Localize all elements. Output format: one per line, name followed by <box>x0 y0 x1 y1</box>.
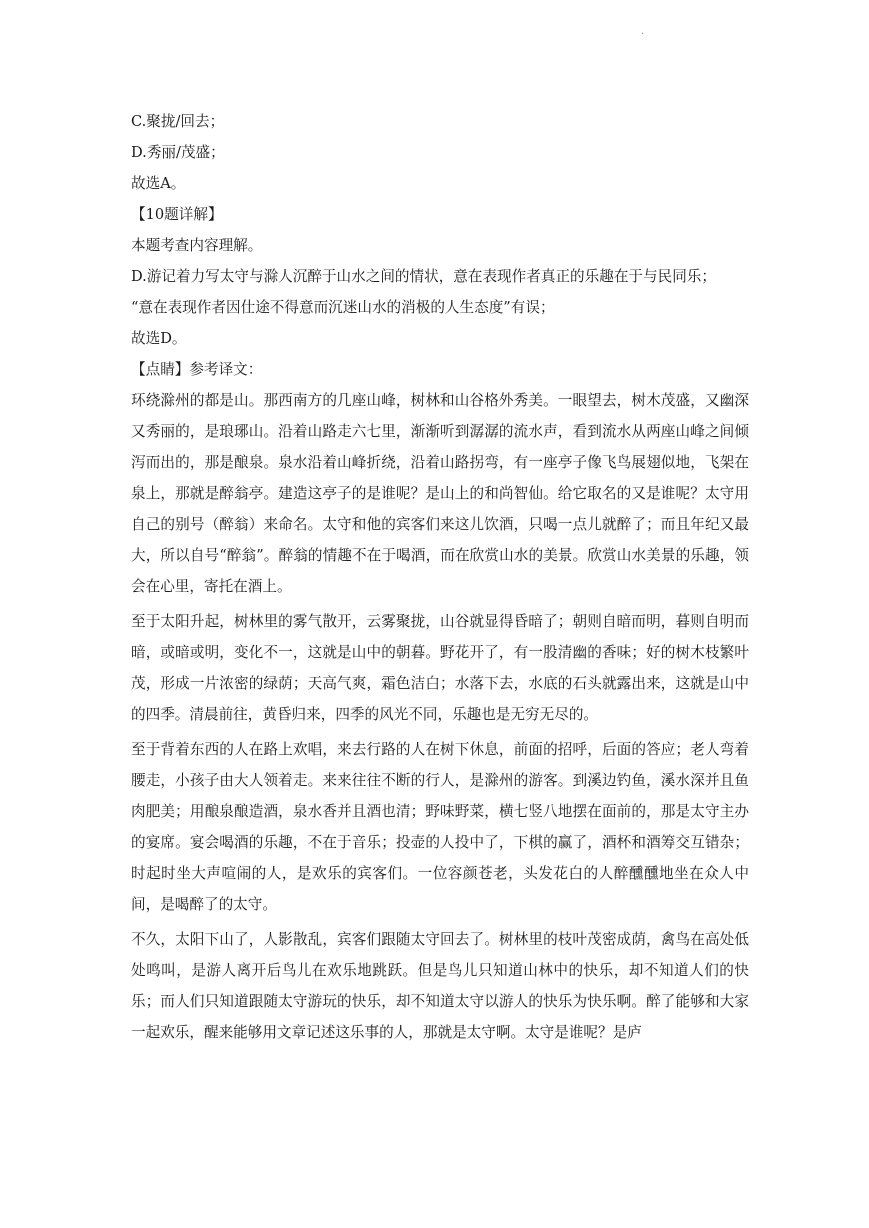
option-c-line: C.聚拢/回去； <box>131 113 225 130</box>
option-d-line: D.秀丽/茂盛； <box>131 144 225 161</box>
translation-paragraph-2: 至于太阳升起，树林里的雾气散开，云雾聚拢，山谷就显得昏暗了；朝则自暗而明，暮则自明而暗，或暗或明，变化不一，这就是山中的朝暮。野花开了，有一股清幽的香味；好的树木枝繁叶茂，形成一片浓密的绿荫；天高气爽，霜色洁白；水落下去，水底的石头就露出来，这就是山中的四季。清晨前往，黄昏归来，四季的风光不同，乐趣也是无穷无尽的。 <box>131 613 749 723</box>
explanation-detail-line: D.游记着力写太守与滁人沉醉于山水之间的情状，意在表现作者真正的乐趣在于与民同乐； <box>131 268 716 285</box>
explanation-error-line: “意在表现作者因仕途不得意而沉迷山水的消极的人生态度”有误； <box>131 299 555 316</box>
corner-mark: · <box>641 29 645 40</box>
translation-heading: 【点睛】参考译文： <box>131 361 263 378</box>
translation-paragraph-4: 不久，太阳下山了，人影散乱，宾客们跟随太守回去了。树林里的枝叶茂密成荫，禽鸟在高处低处鸣叫，是游人离开后鸟儿在欢乐地跳跃。但是鸟儿只知道山林中的快乐，却不知道人们的快乐；而人们只知道跟随太守游玩的快乐，却不知道太守以游人的快乐为快乐啊。醉了能够和大家一起欢乐，醒来能够用文章记述这乐事的人，那就是太守啊。太守是谁呢？是庐 <box>131 931 749 1041</box>
document-body <box>131 106 749 1052</box>
section-heading-q10: 【10题详解】 <box>131 206 223 223</box>
answer-line: 故选A。 <box>131 175 186 192</box>
answer-line-2: 故选D。 <box>131 330 187 347</box>
translation-paragraph-1: 环绕滁州的都是山。那西南方的几座山峰，树林和山谷格外秀美。一眼望去，树木茂盛，又幽深又秀丽的，是琅琊山。沿着山路走六七里，渐渐听到潺潺的流水声，看到流水从两座山峰之间倾泻而出的，那是酿泉。泉水沿着山峰折绕，沿着山路拐弯，有一座亭子像飞鸟展翅似地，飞架在泉上，那就是醉翁亭。建造这亭子的是谁呢？是山上的和尚智仙。给它取名的又是谁呢？太守用自己的别号（醉翁）来命名。太守和他的宾客们来这儿饮酒，只喝一点儿就醉了；而且年纪又最大，所以自号“醉翁”。醉翁的情趣不在于喝酒，而在欣赏山水的美景。欣赏山水美景的乐趣，领会在心里，寄托在酒上。 <box>131 392 749 595</box>
translation-paragraph-3: 至于背着东西的人在路上欢唱，来去行路的人在树下休息，前面的招呼，后面的答应；老人弯着腰走，小孩子由大人领着走。来来往往不断的行人，是滁州的游客。到溪边钓鱼，溪水深并且鱼肉肥美；用酿泉酿造酒，泉水香并且酒也清；野味野菜，横七竖八地摆在面前的，那是太守主办的宴席。宴会喝酒的乐趣，不在于音乐；投壶的人投中了，下棋的赢了，酒杯和酒筹交互错杂；时起时坐大声喧闹的人，是欢乐的宾客们。一位容颜苍老，头发花白的人醉醺醺地坐在众人中间，是喝醉了的太守。 <box>131 741 749 913</box>
explanation-line: 本题考查内容理解。 <box>131 237 263 254</box>
